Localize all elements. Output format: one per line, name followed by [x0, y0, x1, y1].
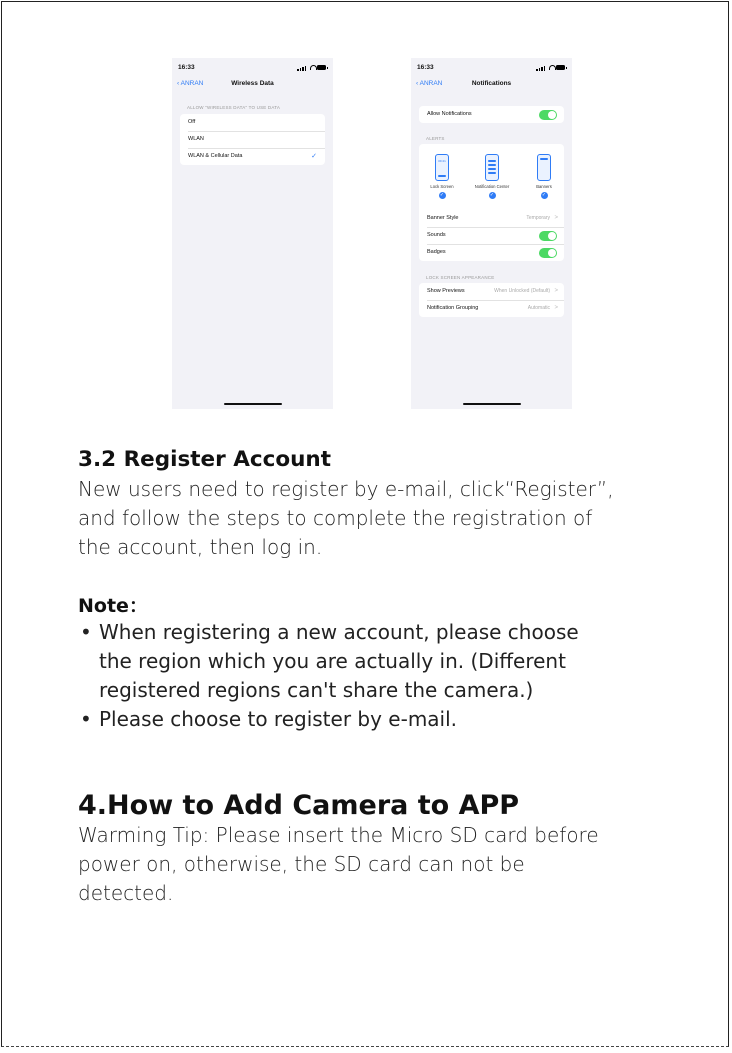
banners-preview-icon	[537, 154, 551, 181]
signal-icon	[544, 66, 546, 71]
row-label: Banner Style	[427, 215, 459, 221]
back-button[interactable]: ‹ ANRAN	[177, 80, 204, 87]
lock-screen-header: LOCK SCREEN APPEARANCE	[426, 275, 495, 280]
preview-line	[488, 168, 496, 170]
status-time: 16:33	[178, 64, 195, 71]
body-line: Warming Tip: Please insert the Micro SD card before	[78, 823, 599, 847]
signal-icon	[300, 68, 302, 71]
status-icons	[297, 65, 327, 71]
home-indicator	[463, 403, 521, 405]
wireless-data-screenshot	[172, 58, 333, 409]
battery-icon	[556, 65, 565, 70]
home-indicator	[224, 403, 282, 405]
row-value: Temporary	[526, 215, 550, 221]
back-button[interactable]: ‹ ANRAN	[416, 80, 443, 87]
badges-row[interactable]	[419, 244, 564, 261]
section-header: ALLOW "WIRELESS DATA" TO USE DATA	[187, 105, 281, 110]
screen-title: Wireless Data	[231, 80, 274, 87]
chevron-right-icon: >	[554, 288, 558, 294]
alerts-header: ALERTS	[426, 136, 445, 141]
note-line: • Please choose to register by e-mail.	[99, 707, 458, 731]
status-bar	[417, 64, 566, 74]
note-item	[78, 618, 678, 705]
chevron-right-icon: >	[554, 305, 558, 311]
wifi-icon	[310, 65, 317, 70]
preview-time: 09:41	[438, 159, 446, 163]
wifi-icon	[549, 65, 556, 70]
wireless-data-options	[180, 114, 325, 165]
option-wlan[interactable]	[180, 131, 325, 148]
checkmark-icon: ✓	[489, 192, 495, 198]
nav-bar	[411, 80, 572, 92]
sounds-toggle[interactable]	[539, 231, 557, 241]
note-title: Note	[78, 595, 129, 617]
note-list	[78, 618, 678, 734]
status-time: 16:33	[417, 64, 434, 71]
nav-bar	[172, 80, 333, 92]
signal-icon	[305, 66, 307, 71]
alert-style-notification-center[interactable]	[472, 154, 512, 199]
body-line: New users need to register by e-mail, click“Register”,	[78, 477, 614, 501]
alert-style-label: Banners	[536, 184, 552, 189]
section-add-camera	[78, 790, 678, 908]
status-bar	[178, 64, 327, 74]
show-previews-row[interactable]	[419, 283, 564, 300]
option-wlan-cellular[interactable]	[180, 148, 325, 165]
signal-icon	[541, 67, 543, 71]
banner-style-row[interactable]	[419, 210, 564, 227]
note-heading	[78, 591, 678, 618]
body-line: the account, then log in.	[78, 535, 323, 559]
option-label: Off	[188, 119, 196, 125]
signal-icon	[539, 68, 541, 71]
section-body	[78, 821, 678, 908]
allow-notifications-row[interactable]	[419, 106, 564, 123]
alert-style-banners[interactable]	[524, 154, 564, 199]
allow-notifications-group	[419, 106, 564, 123]
allow-notifications-toggle[interactable]	[539, 110, 557, 120]
note-line: the region which you are actually in. (Different	[99, 649, 566, 673]
option-label: WLAN & Cellular Data	[188, 153, 243, 159]
note-line: • When registering a new account, please choose	[99, 620, 579, 644]
preview-line	[438, 175, 446, 177]
badges-toggle[interactable]	[539, 248, 557, 258]
note-line: registered regions can't share the camera.)	[99, 678, 534, 702]
section-heading: 3.2 Register Account	[78, 447, 332, 472]
row-value: Automatic	[527, 305, 550, 311]
back-label: ANRAN	[180, 80, 204, 87]
notification-grouping-row[interactable]	[419, 300, 564, 317]
lock-screen-group	[419, 283, 564, 317]
alerts-group	[419, 144, 564, 261]
row-label: Allow Notifications	[427, 111, 472, 117]
option-off[interactable]	[180, 114, 325, 131]
signal-icon	[536, 69, 538, 71]
sounds-row[interactable]	[419, 227, 564, 244]
preview-line	[540, 158, 548, 160]
signal-icon	[297, 69, 299, 71]
row-label: Show Previews	[427, 288, 465, 294]
section-heading: 4.How to Add Camera to APP	[78, 790, 520, 821]
body-line: and follow the steps to complete the registration of	[78, 506, 593, 530]
row-label: Notification Grouping	[427, 305, 479, 311]
note-colon: ：	[128, 595, 148, 617]
notification-center-preview-icon	[485, 154, 499, 181]
row-label: Badges	[427, 249, 446, 255]
status-icons	[536, 65, 566, 71]
signal-icon	[302, 67, 304, 71]
body-line: detected.	[78, 881, 174, 905]
section-body	[78, 475, 678, 562]
row-value: When Unlocked (Default)	[494, 288, 550, 294]
section-register-account	[78, 447, 678, 734]
checkmark-icon: ✓	[541, 192, 547, 198]
lock-screen-preview-icon	[435, 154, 449, 181]
alert-style-label: Lock Screen	[430, 184, 454, 189]
checkmark-icon: ✓	[439, 192, 445, 198]
row-label: Sounds	[427, 232, 446, 238]
chevron-right-icon: >	[554, 215, 558, 221]
battery-icon	[317, 65, 326, 70]
preview-line	[488, 164, 496, 166]
alert-styles	[419, 144, 564, 210]
preview-line	[488, 160, 496, 162]
alert-style-label: Notification Center	[474, 184, 510, 189]
notifications-screenshot	[411, 58, 572, 409]
checkmark-icon: ✓	[311, 153, 317, 160]
note-item	[78, 705, 678, 734]
back-label: ANRAN	[419, 80, 443, 87]
alert-style-lock-screen[interactable]	[422, 154, 462, 199]
body-line: power on, otherwise, the SD card can not be	[78, 852, 525, 876]
option-label: WLAN	[188, 136, 204, 142]
preview-line	[488, 172, 496, 174]
screen-title: Notifications	[471, 80, 512, 87]
